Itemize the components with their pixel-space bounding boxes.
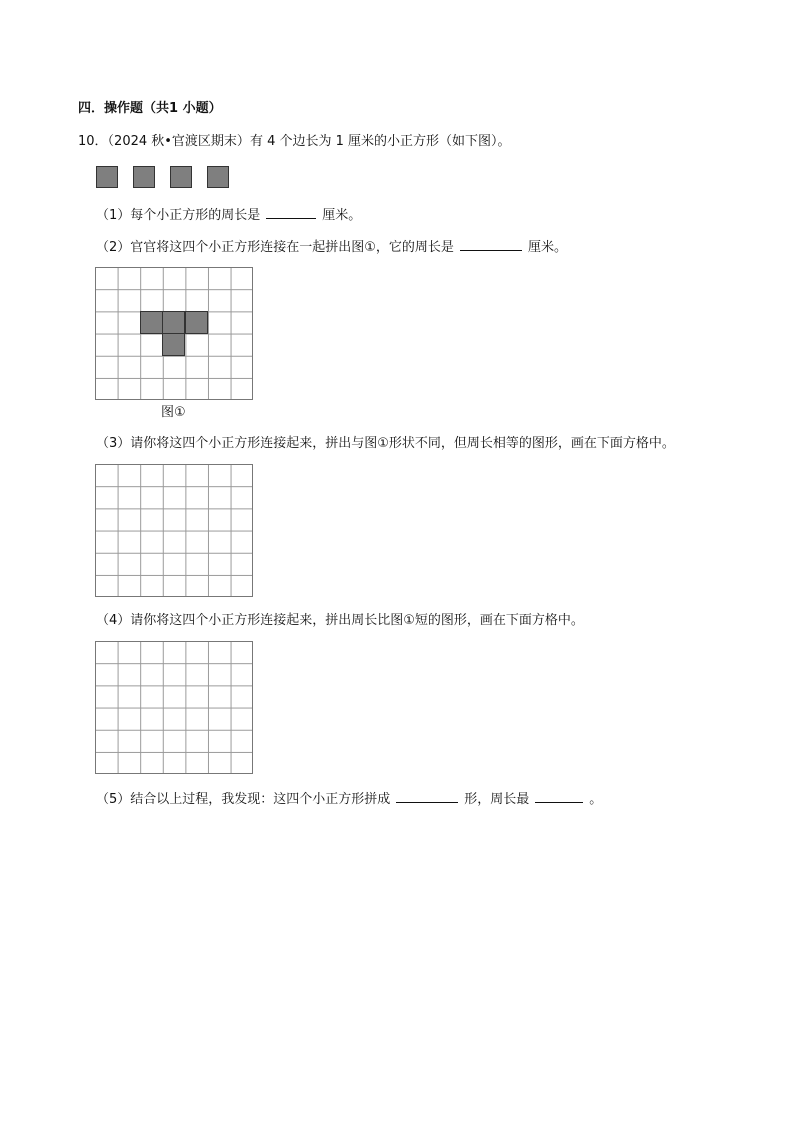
- small-square: [133, 166, 155, 188]
- answer-blank-1[interactable]: [266, 206, 316, 219]
- shaded-cell: [140, 311, 163, 334]
- small-square: [170, 166, 192, 188]
- shaded-cell: [185, 311, 208, 334]
- shaded-cell: [162, 333, 185, 356]
- part-2-suffix: 厘米。: [527, 240, 567, 255]
- answer-blank-5a[interactable]: [396, 790, 458, 803]
- part-1: [96, 206, 361, 224]
- part-4: （4）请你将这四个小正方形连接起来，拼出周长比图①短的图形，画在下面方格中。: [96, 613, 584, 628]
- small-square: [96, 166, 118, 188]
- shaded-cell: [162, 311, 185, 334]
- drawing-grid-3[interactable]: [95, 464, 253, 597]
- part-5-suffix: 。: [589, 792, 603, 807]
- figure-1-grid: [95, 267, 253, 400]
- question-source: 10．（2024 秋•官渡区期末）: [78, 134, 250, 149]
- part-2: [96, 238, 567, 256]
- part-1-suffix: 厘米。: [322, 208, 362, 223]
- answer-blank-5b[interactable]: [535, 790, 583, 803]
- question-stem: [78, 134, 511, 150]
- question-text: 有 4 个边长为 1 厘米的小正方形（如下图）。: [249, 134, 511, 149]
- drawing-grid-4[interactable]: [95, 641, 253, 774]
- part-3: （3）请你将这四个小正方形连接起来，拼出与图①形状不同，但周长相等的图形，画在下面方格中。: [96, 436, 675, 451]
- part-5: [96, 790, 602, 808]
- part-5-middle: 形，周长最: [464, 792, 530, 807]
- answer-blank-2[interactable]: [460, 238, 522, 251]
- part-2-prefix: （2）官官将这四个小正方形连接在一起拼出图①，它的周长是: [96, 240, 454, 255]
- figure-1-caption: 图①: [161, 405, 186, 420]
- part-1-prefix: （1）每个小正方形的周长是: [96, 208, 261, 223]
- small-square: [207, 166, 229, 188]
- part-5-prefix: （5）结合以上过程，我发现：这四个小正方形拼成: [96, 792, 391, 807]
- section-title: 四．操作题（共1 小题）: [78, 101, 222, 116]
